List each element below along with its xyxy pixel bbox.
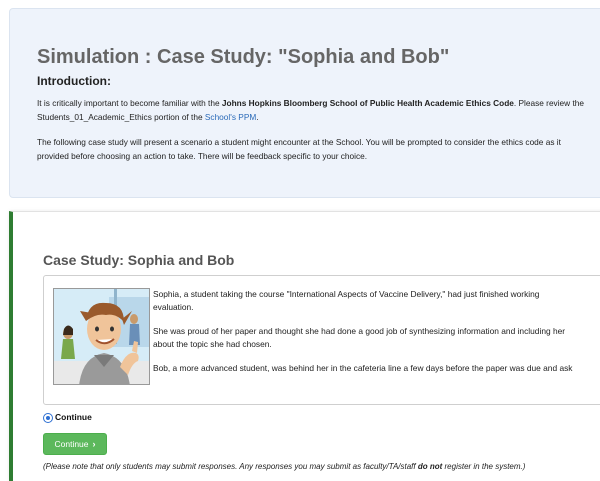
- intro-text: . Please review the: [513, 98, 584, 108]
- intro-text: Students_01_Academic_Ethics portion of the: [37, 112, 205, 122]
- continue-radio[interactable]: [43, 413, 53, 423]
- intro-text: provided before choosing an action to take. There will be feedback specific to your choice.: [37, 151, 368, 161]
- submission-note: [43, 462, 525, 471]
- student-illustration: [54, 289, 150, 385]
- continue-button[interactable]: [43, 433, 107, 455]
- introduction-paragraph-2: [37, 135, 561, 163]
- note-text: register in the system.): [442, 462, 526, 471]
- intro-text: It is critically important to become familiar with the: [37, 98, 222, 108]
- introduction-heading: Introduction:: [37, 74, 111, 88]
- intro-text: The following case study will present a scenario a student might encounter at the School. You will be prompted to consider the ethics code as it: [37, 137, 561, 147]
- continue-button-label: Continue: [54, 439, 89, 449]
- case-study-title: Case Study: Sophia and Bob: [43, 252, 235, 268]
- note-text: (Please note that only students may submit responses. Any responses you may submit as faculty/TA/staff: [43, 462, 418, 471]
- intro-text: .: [256, 112, 259, 122]
- story-line: evaluation.: [153, 302, 194, 312]
- story-line: She was proud of her paper and thought she had done a good job of synthesizing information and including her: [153, 326, 566, 336]
- story-line: Bob, a more advanced student, was behind her in the cafeteria line a few days before the paper was due and ask: [153, 363, 573, 373]
- story-line: Sophia, a student taking the course "International Aspects of Vaccine Delivery," had just finished working: [153, 289, 540, 299]
- continue-radio-label[interactable]: Continue: [55, 412, 92, 422]
- page-title: Simulation : Case Study: "Sophia and Bob": [37, 46, 450, 68]
- story-line: about the topic she had chosen.: [153, 339, 272, 349]
- introduction-paragraph-1: [37, 96, 584, 124]
- ppm-link[interactable]: School's PPM: [204, 112, 257, 122]
- ethics-code-name: Johns Hopkins Bloomberg School of Public Health Academic Ethics Code: [221, 98, 514, 108]
- case-illustration: [53, 288, 150, 385]
- note-emphasis: do not: [417, 462, 443, 471]
- chevron-right-icon: ›: [92, 439, 96, 449]
